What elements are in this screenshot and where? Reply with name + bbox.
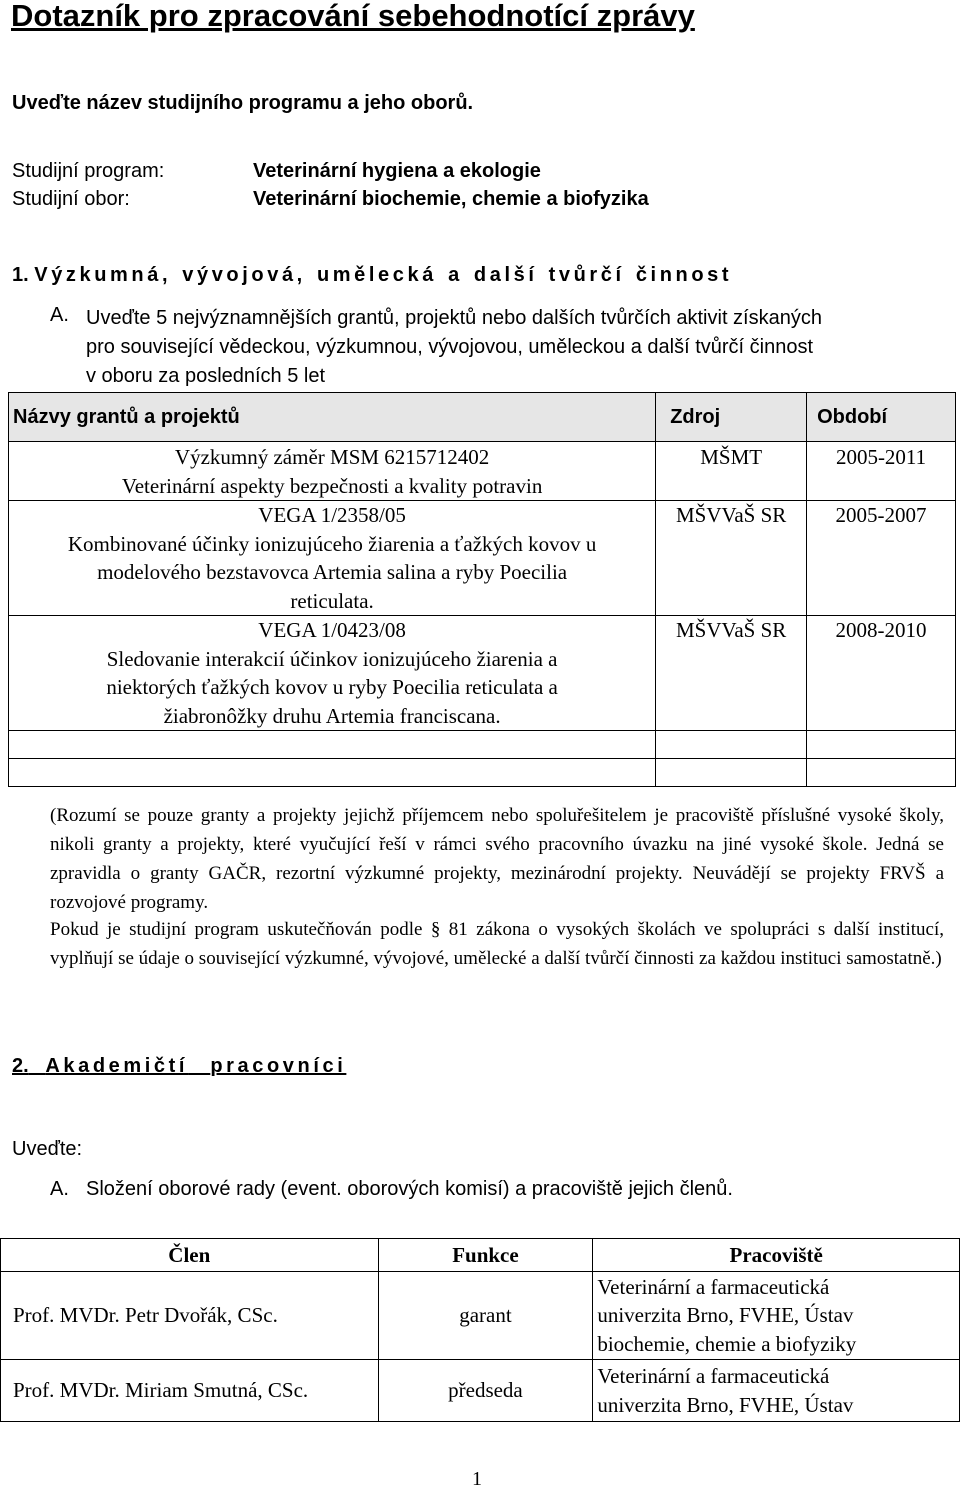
header-source: Zdroj [656, 393, 807, 442]
table-row [9, 501, 956, 616]
table-row [9, 759, 956, 787]
intro-instruction: Uveďte název studijního programu a jeho oborů. [12, 92, 474, 114]
program-label: Studijní program: [12, 160, 165, 182]
table-row [9, 731, 956, 759]
grant-name-line: modelového bezstavovca Artemia salina a ryby Poecilia [97, 560, 568, 584]
grant-source: MŠVVaŠ SR [656, 501, 807, 616]
workplace-line: univerzita Brno, FVHE, Ústav [597, 1392, 854, 1417]
section2-word: pracovníci [210, 1055, 347, 1077]
note-paragraph-1: (Rozumí se pouze granty a projekty jejichž příjemcem nebo spoluřešitelem je pracoviště příslušné vysoké školy, nikoli granty a projekty, které vyučující řeší v rámci svého pracovního úvazku na jiné vysoké škole. Jedná se zpravidla o granty GAČR, rezortní výzkumné projekty, mezinárodní projekty. Neuvádějí se projekty FRVŠ a rozvojové programy. [50, 805, 944, 913]
table-row [9, 616, 956, 731]
grant-name-line: žiabronôžky druhu Artemia franciscana. [163, 703, 501, 728]
grant-source: MŠVVaŠ SR [656, 616, 807, 731]
grant-name-line: Veterinární aspekty bezpečnosti a kvality potravin [121, 473, 543, 498]
grant-name-line: Výzkumný záměr MSM 6215712402 [174, 445, 490, 469]
grants-table [8, 392, 956, 787]
member-name: Prof. MVDr. Miriam Smutná, CSc. [1, 1360, 379, 1422]
workplace-line: univerzita Brno, FVHE, Ústav [597, 1303, 854, 1328]
section1-word: umělecká [316, 264, 437, 286]
grant-period: 2005-2011 [807, 442, 956, 501]
workplace-line: biochemie, chemie a biofyziky [597, 1331, 857, 1356]
grant-period: 2008-2010 [807, 616, 956, 731]
section1-word: vývojová, [182, 264, 306, 286]
workplace-line: Veterinární a farmaceutická [597, 1274, 830, 1299]
grant-source: MŠMT [656, 442, 807, 501]
grant-name-line: niektorých ťažkých kovov u ryby Poecilia reticulata a [106, 675, 558, 699]
field-value: Veterinární biochemie, chemie a biofyzika [253, 188, 649, 210]
grant-period [807, 759, 956, 787]
section1-heading [12, 264, 952, 287]
section2-word: Akademičtí [45, 1055, 189, 1077]
header-workplace: Pracoviště [593, 1239, 960, 1272]
page-number: 1 [472, 1468, 482, 1490]
header-member: Člen [1, 1239, 379, 1272]
section1-word: a [448, 264, 463, 286]
section1-number: 1. [12, 264, 29, 286]
members-table [0, 1238, 960, 1422]
section1-word: tvůrčí [548, 264, 625, 286]
grant-name-cell [9, 731, 656, 759]
section1-word: další [473, 264, 538, 286]
sub-a-line: Uveďte 5 nejvýznamnějších grantů, projektů nebo dalších tvůrčích aktivit získaných [86, 307, 822, 329]
member-workplace [593, 1360, 960, 1422]
table-row [9, 442, 956, 501]
note-paragraph-2: Pokud je studijní program uskutečňován podle § 81 zákona o vysokých školách ve spolupráci s další institucí, vyplňují se údaje o související výzkumné, vývojové, umělecké a další tvůrčí činnosti za každou instituci samostatně.) [50, 919, 944, 969]
header-role: Funkce [378, 1239, 593, 1272]
section1-sub-a-letter: A. [50, 304, 69, 326]
program-value: Veterinární hygiena a ekologie [253, 160, 541, 182]
grants-table-header [9, 393, 956, 442]
grant-source [656, 731, 807, 759]
header-name: Názvy grantů a projektů [9, 393, 656, 442]
page-title: Dotazník pro zpracování sebehodnotící zprávy [11, 0, 695, 33]
member-name: Prof. MVDr. Petr Dvořák, CSc. [1, 1272, 379, 1360]
table-row [1, 1360, 960, 1422]
grant-name-cell [9, 501, 656, 616]
section1-sub-a-text [86, 304, 822, 391]
grant-period [807, 731, 956, 759]
table-row [1, 1272, 960, 1360]
section2-number: 2. [12, 1055, 29, 1077]
grant-name-cell [9, 759, 656, 787]
grant-period: 2005-2007 [807, 501, 956, 616]
grant-name-cell [9, 442, 656, 501]
section2-sub-a-letter: A. [50, 1178, 69, 1200]
section2-sub-a-text: Složení oborové rady (event. oborových komisí) a pracoviště jejich členů. [86, 1178, 733, 1200]
grant-name-cell [9, 616, 656, 731]
section2-heading [12, 1055, 346, 1078]
member-workplace [593, 1272, 960, 1360]
header-period: Období [807, 393, 956, 442]
grant-source [656, 759, 807, 787]
members-table-header [1, 1239, 960, 1272]
field-label: Studijní obor: [12, 188, 130, 210]
section1-word: Výzkumná, [34, 264, 172, 286]
section2-instruction: Uveďte: [12, 1138, 83, 1160]
grant-name-line: VEGA 1/0423/08 [258, 618, 406, 642]
sub-a-line: pro související vědeckou, výzkumnou, vývojovou, uměleckou a další tvůrčí činnost [86, 336, 814, 358]
member-role: předseda [378, 1360, 593, 1422]
grant-name-line: VEGA 1/2358/05 [258, 503, 406, 527]
workplace-line: Veterinární a farmaceutická [597, 1364, 830, 1388]
grant-name-line: Sledovanie interakcií účinkov ionizujúceho žiarenia a [106, 646, 558, 671]
member-role: garant [378, 1272, 593, 1360]
grant-name-line: Kombinované účinky ionizujúceho žiarenia a ťažkých kovov u [67, 531, 597, 556]
section1-word: činnost [635, 264, 733, 286]
grant-name-line: reticulata. [290, 588, 374, 613]
sub-a-line: v oboru za posledních 5 let [86, 365, 326, 387]
